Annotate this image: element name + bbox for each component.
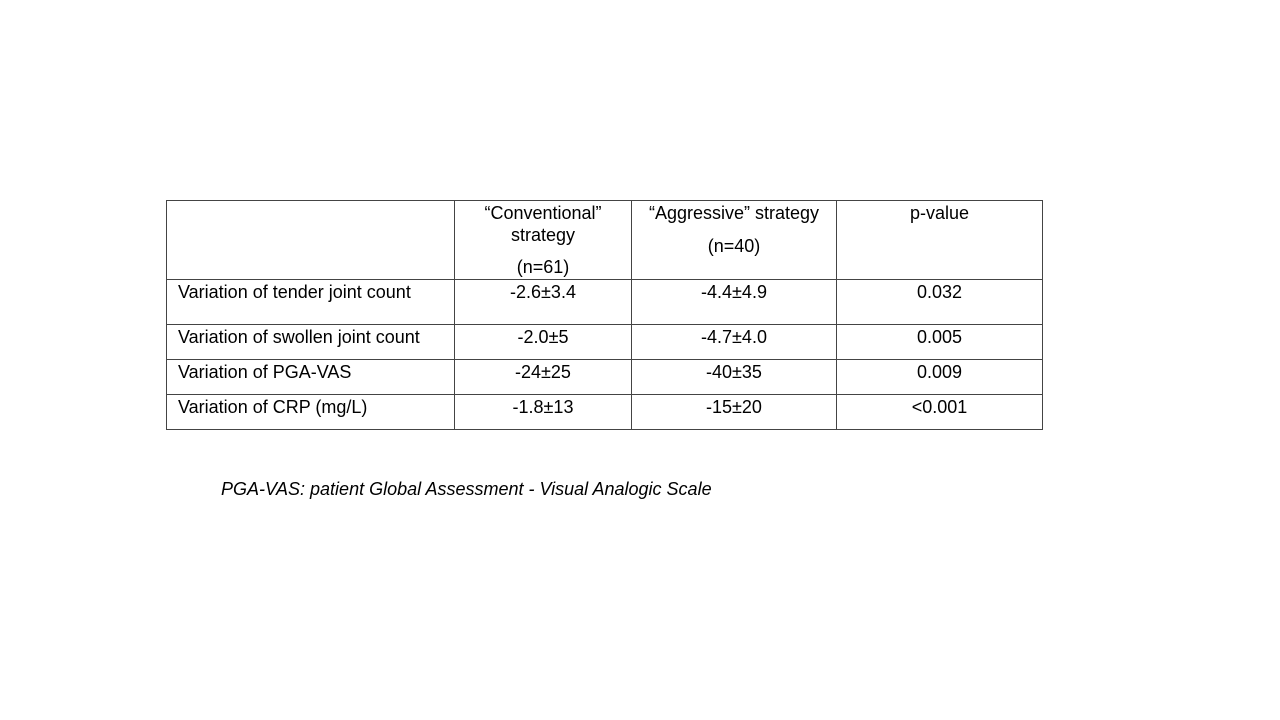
header-pvalue: [837, 201, 1043, 280]
cell-aggressive: -4.7±4.0: [632, 325, 837, 360]
table-row: [167, 395, 1043, 430]
cell-pvalue: 0.005: [837, 325, 1043, 360]
header-conventional-title: “Conventional”: [484, 203, 602, 223]
cell-aggressive: -4.4±4.9: [632, 280, 837, 325]
table-header-row: [167, 201, 1043, 280]
cell-pvalue: <0.001: [837, 395, 1043, 430]
abbreviation-footnote: PGA-VAS: patient Global Assessment - Visual Analogic Scale: [221, 479, 712, 499]
cell-aggressive: -15±20: [632, 395, 837, 430]
cell-conventional: -2.0±5: [455, 325, 632, 360]
cell-pvalue: 0.009: [837, 360, 1043, 395]
cell-conventional: -1.8±13: [455, 395, 632, 430]
header-empty-cell: [167, 201, 455, 280]
header-aggressive-title: “Aggressive” strategy: [648, 203, 820, 223]
cell-aggressive: -40±35: [632, 360, 837, 395]
header-conventional-subtitle: strategy: [510, 225, 576, 245]
row-label: Variation of PGA-VAS: [167, 360, 455, 395]
row-label: Variation of tender joint count: [167, 280, 455, 325]
header-aggressive-n: (n=40): [707, 236, 761, 256]
table-row: [167, 280, 1043, 325]
row-label: Variation of swollen joint count: [167, 325, 455, 360]
header-aggressive: [632, 201, 837, 280]
table-row: [167, 325, 1043, 360]
cell-conventional: -2.6±3.4: [455, 280, 632, 325]
header-conventional-n: (n=61): [516, 257, 570, 277]
row-label: Variation of CRP (mg/L): [167, 395, 455, 430]
header-pvalue-title: p-value: [909, 203, 970, 223]
results-table: [166, 200, 1043, 430]
header-conventional: [455, 201, 632, 280]
cell-conventional: -24±25: [455, 360, 632, 395]
cell-pvalue: 0.032: [837, 280, 1043, 325]
table-row: [167, 360, 1043, 395]
